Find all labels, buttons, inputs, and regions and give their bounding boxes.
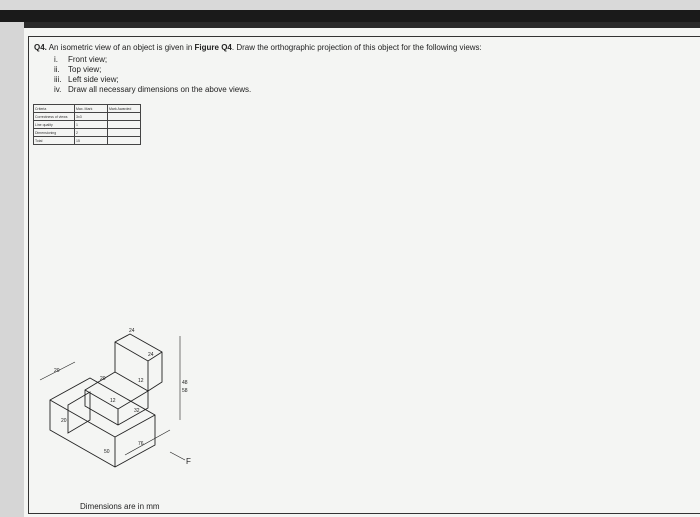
dim-label: 32 bbox=[134, 408, 140, 414]
table-cell: Dimensioning bbox=[34, 129, 75, 137]
figure-reference: Figure Q4 bbox=[194, 43, 232, 52]
table-cell: 2 bbox=[75, 129, 108, 137]
question-text-before: An isometric view of an object is given in bbox=[46, 43, 195, 52]
table-header-cell: Criteria bbox=[34, 105, 75, 113]
question-number: Q4. bbox=[34, 43, 47, 52]
list-item: i. Front view; bbox=[54, 55, 108, 64]
dim-label: 58 bbox=[182, 388, 188, 394]
table-cell: Line quality bbox=[34, 121, 75, 129]
table-cell bbox=[108, 113, 141, 121]
list-item: iii. Left side view; bbox=[54, 75, 119, 84]
table-header-cell: Mark Awarded bbox=[108, 105, 141, 113]
caption: Dimensions are in mm bbox=[80, 502, 160, 511]
dim-label: 24 bbox=[129, 328, 135, 334]
rubric-table bbox=[33, 104, 141, 145]
isometric-figure bbox=[30, 320, 220, 480]
table-cell: 15 bbox=[75, 137, 108, 145]
table-cell: 1 bbox=[75, 121, 108, 129]
table-header-row bbox=[34, 105, 141, 113]
table-row bbox=[34, 113, 141, 121]
table-cell bbox=[108, 129, 141, 137]
table-cell bbox=[108, 121, 141, 129]
dim-label: 12 bbox=[110, 398, 116, 404]
dim-label: 24 bbox=[148, 352, 154, 358]
question-text-after: . Draw the orthographic projection of this object for the following views: bbox=[231, 43, 482, 52]
table-cell: Correctness of views bbox=[34, 113, 75, 121]
table-row bbox=[34, 121, 141, 129]
dim-label: 20 bbox=[100, 376, 106, 382]
dim-label: 50 bbox=[104, 449, 110, 455]
table-row bbox=[34, 137, 141, 145]
direction-label: F bbox=[186, 457, 191, 466]
isometric-outline bbox=[50, 334, 162, 467]
view-list bbox=[54, 55, 251, 95]
dim-label: 20 bbox=[61, 418, 67, 424]
question-text bbox=[34, 43, 482, 52]
list-item: iv. Draw all necessary dimensions on the above views. bbox=[54, 85, 252, 94]
table-row bbox=[34, 129, 141, 137]
table-cell bbox=[108, 137, 141, 145]
table-cell: Total bbox=[34, 137, 75, 145]
dim-label: 76 bbox=[138, 441, 144, 447]
dim-label: 12 bbox=[138, 378, 144, 384]
dim-label: 48 bbox=[182, 380, 188, 386]
table-header-cell: Max. Mark bbox=[75, 105, 108, 113]
top-strip bbox=[0, 0, 700, 10]
table-cell: 3x3 bbox=[75, 113, 108, 121]
list-item: ii. Top view; bbox=[54, 65, 102, 74]
dark-band bbox=[0, 10, 700, 22]
left-margin bbox=[0, 22, 24, 517]
dim-label: 20 bbox=[54, 368, 60, 374]
